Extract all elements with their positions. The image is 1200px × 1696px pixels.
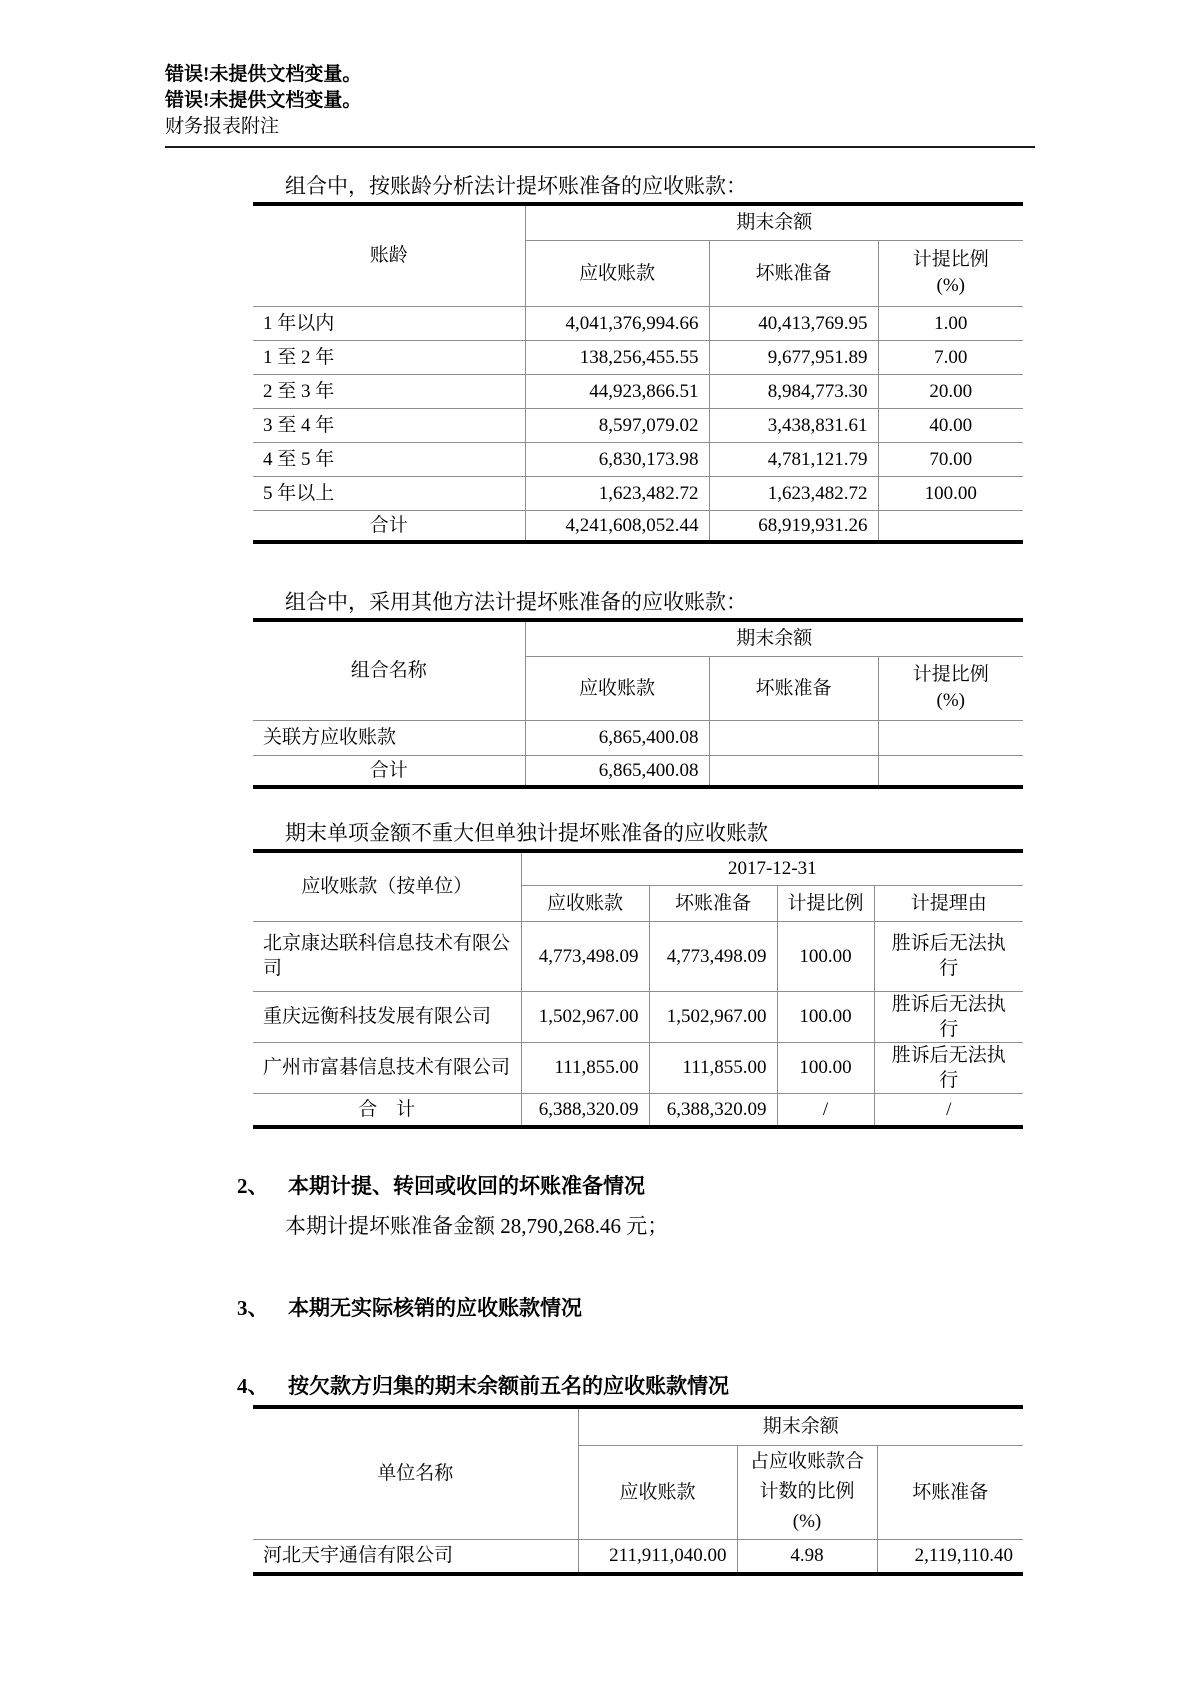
col-header-bad-debt: 坏账准备: [877, 1445, 1023, 1539]
ratio-cell: /: [777, 1093, 874, 1127]
bad-debt-cell: 8,984,773.30: [709, 374, 878, 408]
receivable-cell: 1,623,482.72: [525, 476, 709, 510]
table-header-row: [253, 620, 1023, 656]
age-cell: 2 至 3 年: [253, 374, 525, 408]
ratio-cell: [878, 755, 1023, 787]
section-4-title: 按欠款方归集的期末余额前五名的应收账款情况: [288, 1374, 729, 1398]
receivable-cell: 44,923,866.51: [525, 374, 709, 408]
reason-cell: 胜诉后无法执行: [874, 1042, 1023, 1093]
ratio-cell: 7.00: [878, 340, 1023, 374]
reason-cell: 胜诉后无法执行: [874, 991, 1023, 1042]
age-cell: 1 年以内: [253, 306, 525, 340]
ratio-header-line1: 计提比例: [912, 664, 989, 685]
table-header-row: [253, 1407, 1023, 1445]
table-header-row: [253, 204, 1023, 240]
col-header-bad-debt: 坏账准备: [709, 656, 878, 720]
ratio-cell: [878, 510, 1023, 542]
receivable-cell: 211,911,040.00: [578, 1539, 737, 1574]
age-cell: 5 年以上: [253, 476, 525, 510]
col-header-receivable: 应收账款: [525, 656, 709, 720]
table-total-row: [253, 1093, 1023, 1127]
bad-debt-cell: 1,623,482.72: [709, 476, 878, 510]
receivable-cell: 111,855.00: [521, 1042, 649, 1093]
top-five-table: [253, 1405, 1023, 1576]
col-header-bad-debt: 坏账准备: [649, 885, 777, 921]
table-row: [253, 720, 1023, 755]
receivable-cell: 6,865,400.08: [525, 720, 709, 755]
table-row: [253, 476, 1023, 510]
total-label-cell: 合 计: [253, 1093, 521, 1127]
other-method-table-title: 组合中，采用其他方法计提坏账准备的应收账款：: [285, 590, 747, 614]
bad-debt-cell: [709, 755, 878, 787]
table-total-row: [253, 755, 1023, 787]
section-2-title: 本期计提、转回或收回的坏账准备情况: [288, 1174, 645, 1198]
col-header-reason: 计提理由: [874, 885, 1023, 921]
col-header-bad-debt: 坏账准备: [709, 240, 878, 306]
col-header-portfolio-name: 组合名称: [350, 660, 427, 682]
table-row: [253, 408, 1023, 442]
col-header-receivable: 应收账款: [525, 240, 709, 306]
receivable-cell: 1,502,967.00: [521, 991, 649, 1042]
document-header: [165, 62, 1035, 148]
reason-cell: /: [874, 1093, 1023, 1127]
section-3-heading: [165, 1295, 1035, 1321]
table-row: [253, 306, 1023, 340]
total-label-cell: 合计: [253, 510, 525, 542]
ratio-cell: 20.00: [878, 374, 1023, 408]
receivable-cell: 6,865,400.08: [525, 755, 709, 787]
col-header-proportion: [737, 1445, 877, 1539]
bad-debt-cell: 6,388,320.09: [649, 1093, 777, 1127]
header-error-line-2: 错误!未提供文档变量。: [165, 90, 362, 111]
col-header-period-balance: 期末余额: [525, 620, 1023, 656]
ratio-header-line1: 计提比例: [912, 249, 989, 270]
receivable-cell: 4,773,498.09: [521, 921, 649, 991]
receivable-cell: 138,256,455.55: [525, 340, 709, 374]
section-3-number: 3、: [237, 1296, 269, 1320]
aging-table: [253, 202, 1023, 544]
col-header-period-balance: 期末余额: [525, 204, 1023, 240]
col-header-receivable: 应收账款: [521, 885, 649, 921]
other-method-table: [253, 618, 1023, 789]
entity-name-cell: 河北天宇通信有限公司: [253, 1539, 578, 1574]
individual-table-title: 期末单项金额不重大但单独计提坏账准备的应收账款: [285, 821, 768, 845]
age-cell: 1 至 2 年: [253, 340, 525, 374]
bad-debt-cell: 3,438,831.61: [709, 408, 878, 442]
bad-debt-cell: [709, 720, 878, 755]
col-header-receivable: 应收账款: [578, 1445, 737, 1539]
receivable-cell: 4,041,376,994.66: [525, 306, 709, 340]
proportion-header-line3: (%): [792, 1511, 822, 1532]
ratio-cell: 100.00: [878, 476, 1023, 510]
proportion-header-line1: 占应收账款合: [749, 1451, 864, 1472]
ratio-cell: 40.00: [878, 408, 1023, 442]
ratio-cell: 70.00: [878, 442, 1023, 476]
section-2-number: 2、: [237, 1174, 269, 1198]
table-row: [253, 340, 1023, 374]
ratio-header-line2: (%): [936, 690, 965, 711]
bad-debt-cell: 68,919,931.26: [709, 510, 878, 542]
table-row: [253, 1539, 1023, 1574]
header-subtitle: 财务报表附注: [165, 116, 280, 137]
bad-debt-cell: 9,677,951.89: [709, 340, 878, 374]
ratio-cell: 100.00: [777, 991, 874, 1042]
ratio-cell: 100.00: [777, 1042, 874, 1093]
bad-debt-cell: 1,502,967.00: [649, 991, 777, 1042]
col-header-ratio: 计提比例: [777, 885, 874, 921]
bad-debt-cell: 40,413,769.95: [709, 306, 878, 340]
table-total-row: [253, 510, 1023, 542]
table-row: [253, 374, 1023, 408]
ratio-cell: [878, 720, 1023, 755]
table-row: [253, 921, 1023, 991]
total-label-cell: 合计: [253, 755, 525, 787]
section-2-body: 本期计提坏账准备金额 28,790,268.46 元；: [285, 1214, 669, 1238]
receivable-cell: 6,388,320.09: [521, 1093, 649, 1127]
col-header-age: 账龄: [369, 245, 408, 267]
section-3-title: 本期无实际核销的应收账款情况: [288, 1296, 582, 1320]
header-error-line-1: 错误!未提供文档变量。: [165, 64, 362, 85]
individual-table: [253, 849, 1023, 1129]
col-header-entity: 应收账款（按单位）: [301, 876, 473, 898]
section-2-heading: [165, 1173, 1035, 1199]
col-header-ratio: [878, 656, 1023, 720]
receivable-cell: 4,241,608,052.44: [525, 510, 709, 542]
entity-name-cell: 北京康达联科信息技术有限公司: [253, 921, 521, 991]
bad-debt-cell: 2,119,110.40: [877, 1539, 1023, 1574]
section-4-number: 4、: [237, 1374, 269, 1398]
col-header-date: 2017-12-31: [521, 851, 1023, 885]
proportion-header-line2: 计数的比例: [759, 1481, 855, 1502]
proportion-cell: 4.98: [737, 1539, 877, 1574]
aging-table-title: 组合中，按账龄分析法计提坏账准备的应收账款：: [285, 174, 747, 198]
table-row: [253, 1042, 1023, 1093]
table-row: [253, 442, 1023, 476]
ratio-header-line2: (%): [936, 275, 965, 296]
header-rule: [165, 146, 1035, 148]
ratio-cell: 100.00: [777, 921, 874, 991]
bad-debt-cell: 4,773,498.09: [649, 921, 777, 991]
receivable-cell: 8,597,079.02: [525, 408, 709, 442]
bad-debt-cell: 4,781,121.79: [709, 442, 878, 476]
col-header-period-balance: 期末余额: [578, 1407, 1023, 1445]
age-cell: 3 至 4 年: [253, 408, 525, 442]
section-4-heading: [165, 1373, 1035, 1399]
age-cell: 4 至 5 年: [253, 442, 525, 476]
reason-cell: 胜诉后无法执行: [874, 921, 1023, 991]
bad-debt-cell: 111,855.00: [649, 1042, 777, 1093]
portfolio-name-cell: 关联方应收账款: [253, 720, 525, 755]
entity-name-cell: 广州市富碁信息技术有限公司: [253, 1042, 521, 1093]
col-header-ratio: [878, 240, 1023, 306]
ratio-cell: 1.00: [878, 306, 1023, 340]
table-row: [253, 991, 1023, 1042]
col-header-entity: 单位名称: [377, 1463, 454, 1485]
receivable-cell: 6,830,173.98: [525, 442, 709, 476]
table-header-row: [253, 851, 1023, 885]
entity-name-cell: 重庆远衡科技发展有限公司: [253, 991, 521, 1042]
